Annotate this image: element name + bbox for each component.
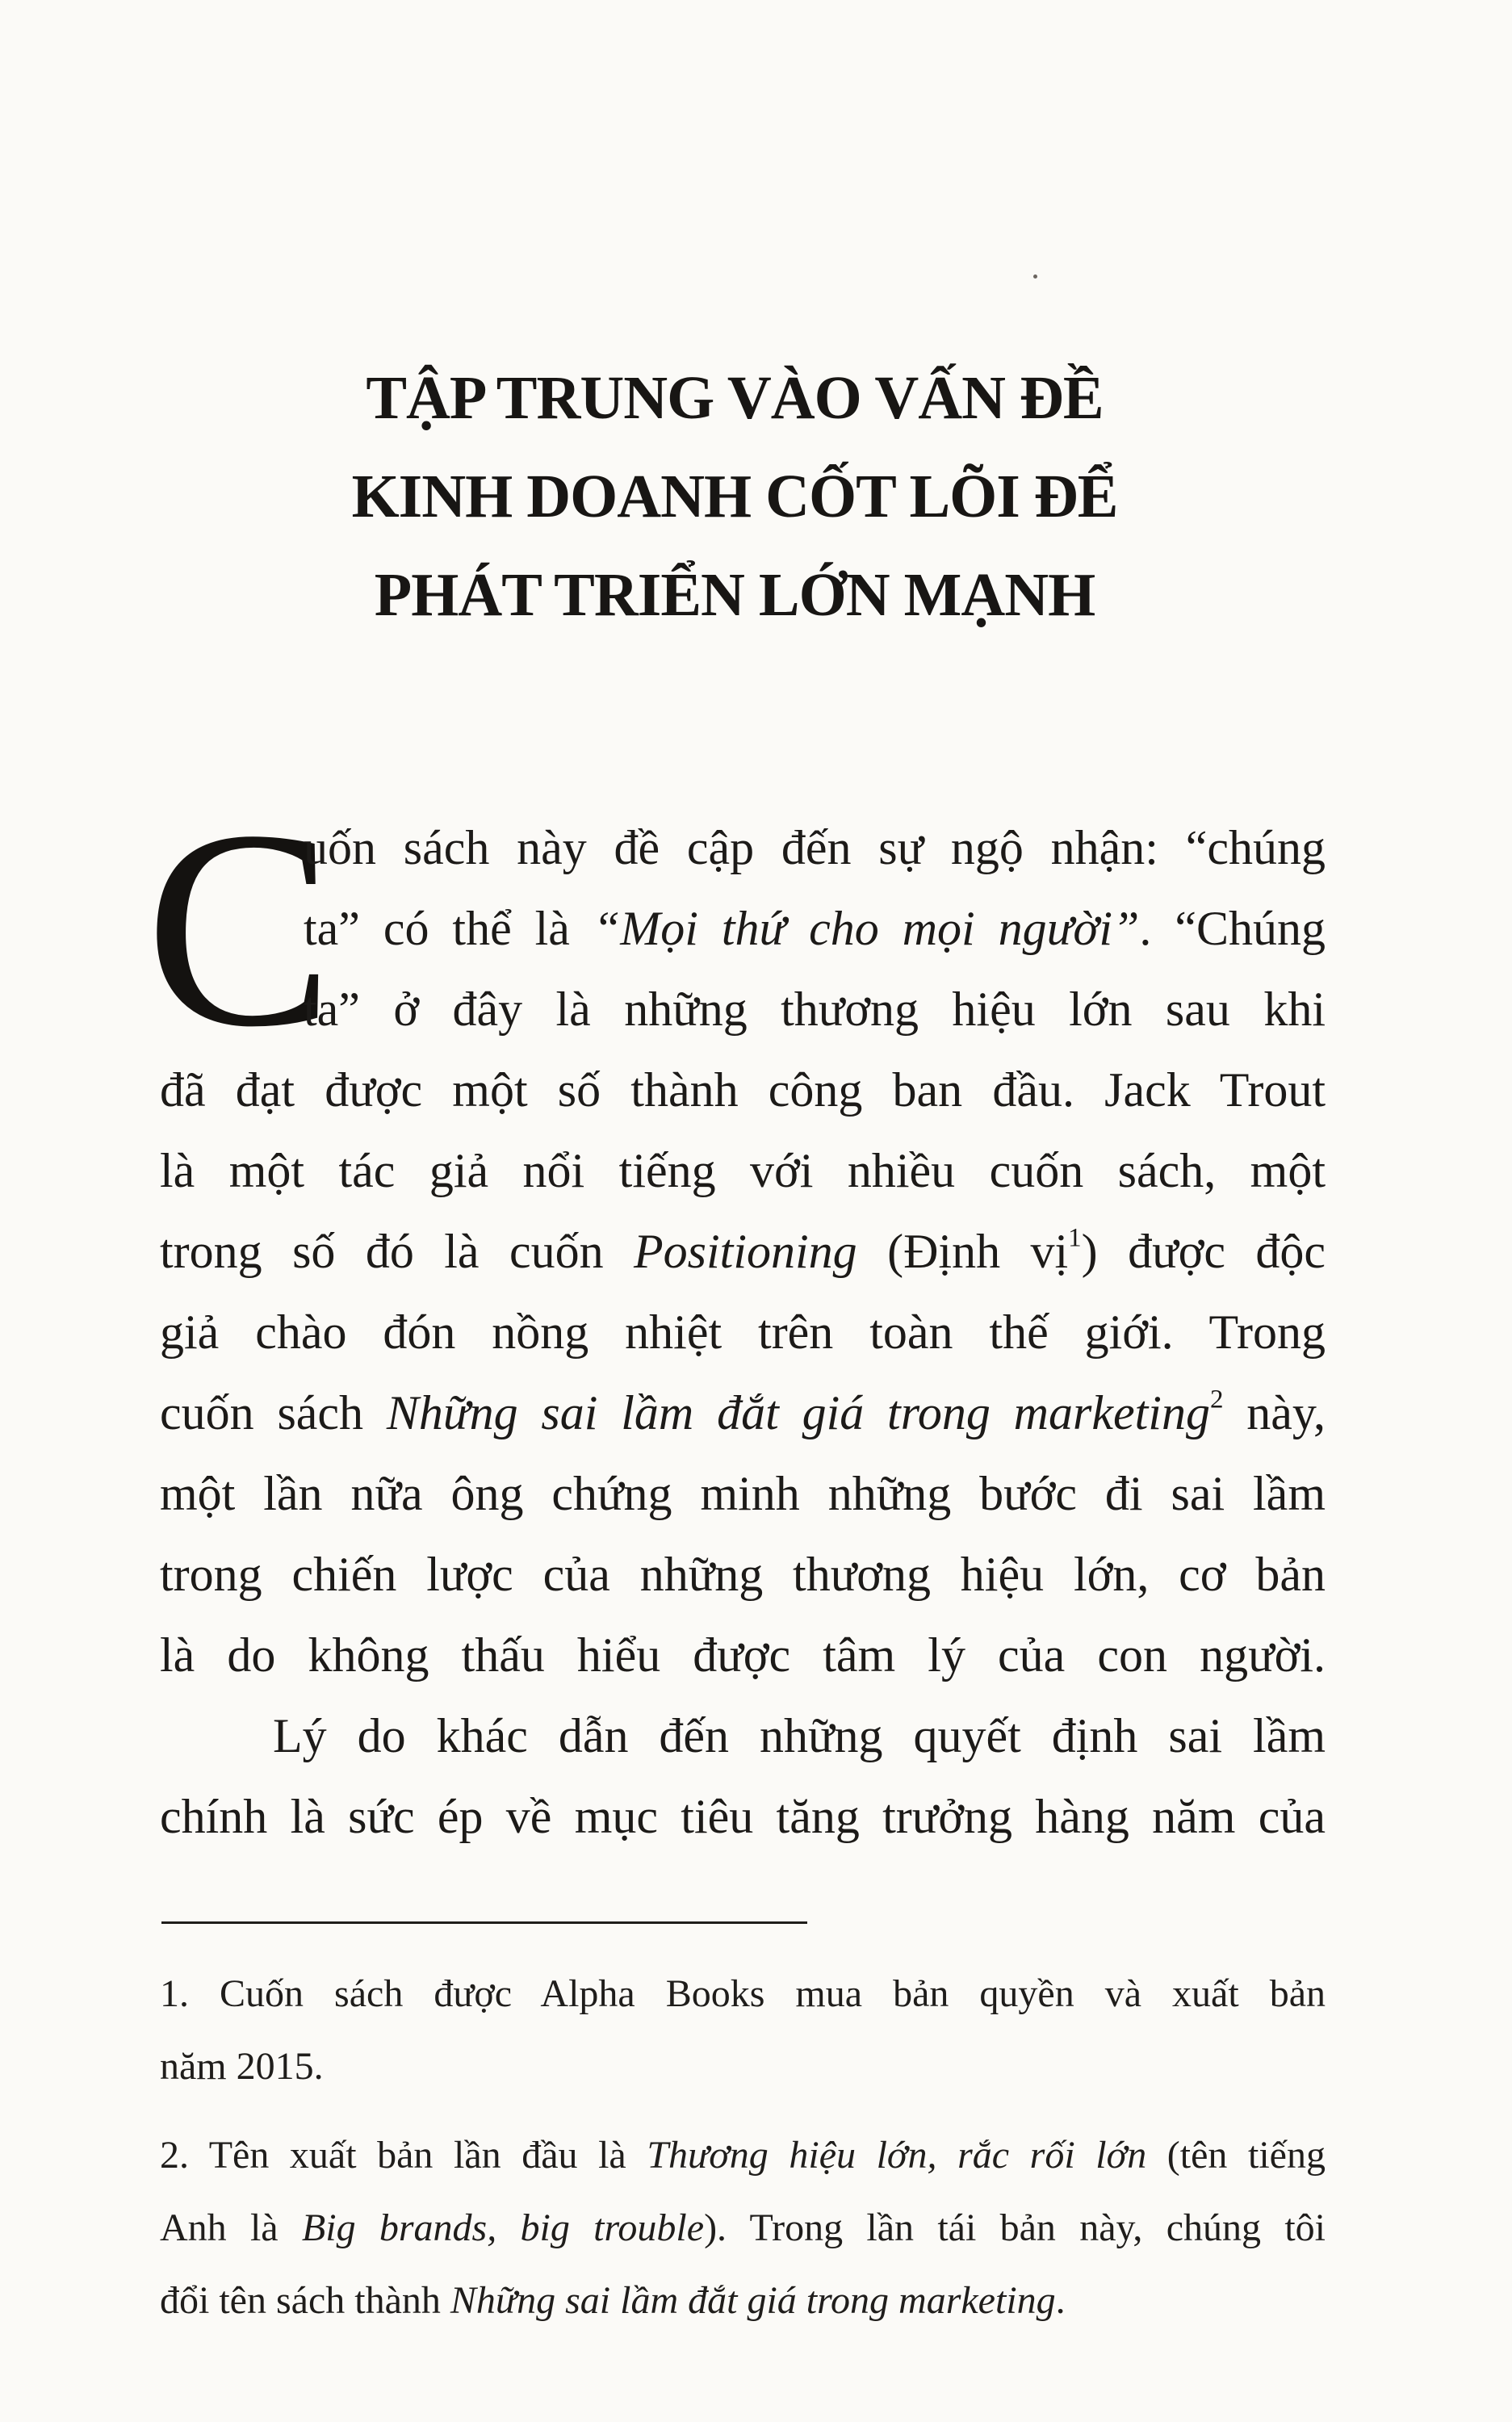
chapter-title	[161, 349, 1308, 644]
text-line: cuốn sách Những sai lầm đắt giá trong marketing$^2$ này,	[160, 1385, 1326, 1439]
footnote-ref: 1	[1068, 1223, 1082, 1253]
text-line: uốn sách này đề cập đến sự ngộ nhận: “chúng	[304, 821, 1326, 874]
text-line: đã đạt được một số thành công ban đầu. Jack Trout	[160, 1063, 1326, 1117]
footnote-divider	[161, 1921, 807, 1924]
text-line: là do không thấu hiểu được tâm lý của con người.	[160, 1628, 1326, 1682]
text-line: ta” có thể là “Mọi thứ cho mọi người”. “Chúng	[304, 902, 1326, 955]
text-line: trong chiến lược của những thương hiệu lớn, cơ bản	[160, 1548, 1326, 1601]
footnote-line: đổi tên sách thành Những sai lầm đắt giá trong marketing.	[160, 2279, 1066, 2322]
body-text	[160, 807, 1326, 1857]
text-line: là một tác giả nổi tiếng với nhiều cuốn sách, một	[160, 1144, 1326, 1197]
title-line: PHÁT TRIỂN LỚN MẠNH	[374, 561, 1095, 629]
drop-cap: C	[145, 772, 334, 1085]
paper-speck	[1033, 274, 1037, 279]
text-line: trong số đó là cuốn Positioning (Định vị$^1$) được độc	[160, 1223, 1326, 1278]
title-line: TẬP TRUNG VÀO VẤN ĐỀ	[366, 364, 1104, 432]
emphasis: Big brands, big trouble	[301, 2206, 705, 2249]
text-line: Lý do khác dẫn đến những quyết định sai lầm	[273, 1709, 1326, 1762]
footnote-ref: 2	[1209, 1385, 1224, 1414]
emphasis: Thương hiệu lớn, rắc rối lớn	[647, 2134, 1147, 2177]
text-line: một lần nữa ông chứng minh những bước đi sai lầm	[160, 1467, 1326, 1520]
footnote-line: Anh là Big brands, big trouble). Trong lần tái bản này, chúng tôi	[160, 2206, 1326, 2249]
title-line: KINH DOANH CỐT LÕI ĐỂ	[351, 463, 1118, 530]
text-line: chính là sức ép về mục tiêu tăng trưởng hàng năm của	[160, 1790, 1326, 1843]
emphasis: Những sai lầm đắt giá trong marketing	[450, 2279, 1056, 2322]
footnote-line: 1. Cuốn sách được Alpha Books mua bản quyền và xuất bản	[160, 1972, 1326, 2015]
footnotes	[160, 1958, 1326, 2337]
emphasis: “Mọi thứ cho mọi người”	[593, 902, 1140, 955]
emphasis: Những sai lầm đắt giá trong marketing	[386, 1386, 1210, 1439]
text-line: ta” ở đây là những thương hiệu lớn sau khi	[304, 983, 1326, 1036]
text-line: giả chào đón nồng nhiệt trên toàn thế giới. Trong	[160, 1305, 1326, 1359]
emphasis: Positioning	[634, 1225, 857, 1278]
footnote-line: năm 2015.	[160, 2045, 324, 2088]
footnote-line: 2. Tên xuất bản lần đầu là Thương hiệu lớn, rắc rối lớn (tên tiếng	[160, 2134, 1326, 2177]
